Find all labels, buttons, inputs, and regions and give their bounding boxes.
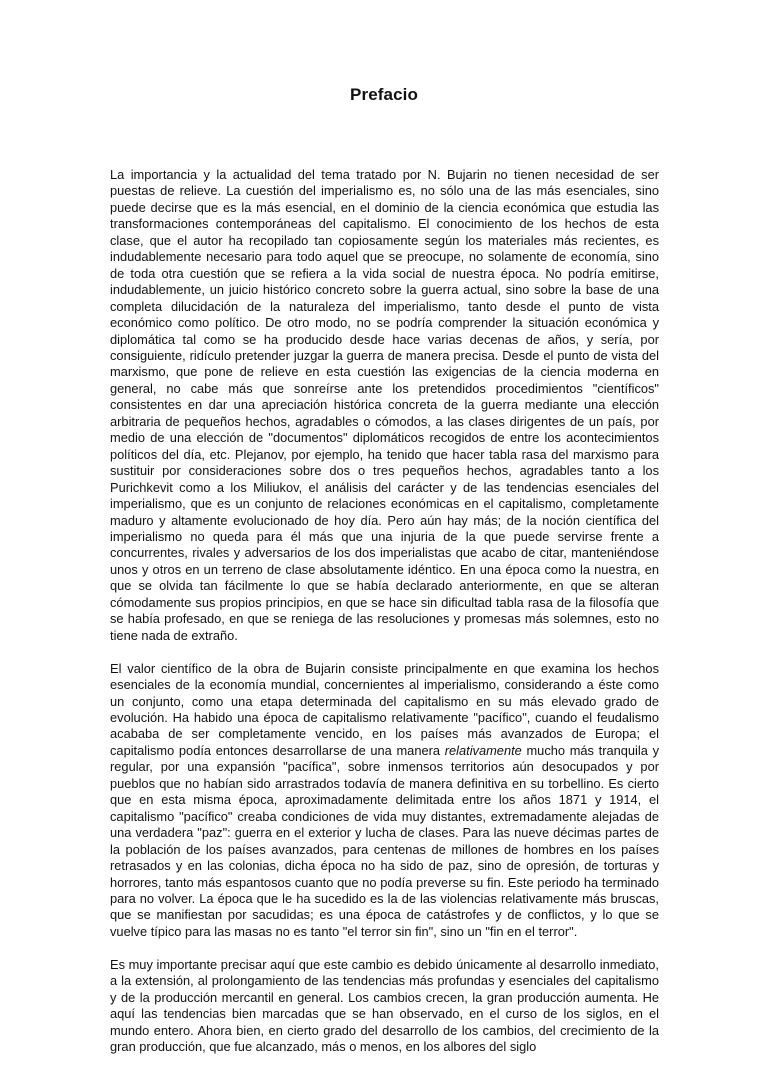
paragraph	[110, 957, 659, 1056]
paragraph	[110, 661, 659, 941]
paragraph-text: La importancia y la actualidad del tema tratado por N. Bujarin no tienen necesidad de ser puestas de relieve. La cuestión del imperialismo es, no sólo una de las más esenciales, sino puede decirse que es la más esencial, en el dominio de la ciencia económica que estudia las transformaciones contemporáneas del capitalismo. El conocimiento de los hechos de esta clase, que el autor ha recopilado tan copiosamente según los materiales más recientes, es indudablemente necesario para todo aquel que se preocupe, no solamente de economía, sino de toda otra cuestión que se refiera a la vida social de nuestra época. No podría emitirse, indudablemente, un juicio histórico concreto sobre la guerra actual, sino sobre la base de una completa dilucidación de la naturaleza del imperialismo, tanto desde el punto de vista económico como político. De otro modo, no se podría comprender la situación económica y diplomática tal como se ha producido desde hace varias decenas de años, y sería, por consiguiente, ridículo pretender juzgar la guerra de manera precisa. Desde el punto de vista del marxismo, que pone de relieve en esta cuestión las exigencias de la ciencia moderna en general, no cabe más que sonreírse ante los pretendidos procedimientos "científicos" consistentes en dar una apreciación histórica concreta de la guerra mediante una elección arbitraria de pequeños hechos, agradables o cómodos, a las clases dirigentes de un país, por medio de una elección de "documentos" diplomáticos recogidos de entre los acontecimientos políticos del día, etc. Plejanov, por ejemplo, ha tenido que hacer tabla rasa del marxismo para sustituir por consideraciones sobre dos o tres pequeños hechos, agradables tanto a los Purichkevit como a los Miliukov, el análisis del carácter y de las tendencias esenciales del imperialismo, que es un conjunto de relaciones económicas en el capitalismo, completamente maduro y altamente evolucionado de hoy día. Pero aún hay más; de la noción científica del imperialismo no queda para él más que una injuria de la que puede servirse frente a concurrentes, rivales y adversarios de los dos imperialistas que acabo de citar, manteniéndose unos y otros en un terreno de clase absolutamente idéntico. En una época como la nuestra, en que se olvida tan fácilmente lo que se había declarado anteriormente, en que se alteran cómodamente sus propios principios, en que se hace sin dificultad tabla rasa de la filosofía que se había profesado, en que se reniega de las resoluciones y promesas más solemnes, esto no tiene nada de extraño.	[110, 167, 659, 643]
paragraph-text: Es muy importante precisar aquí que este cambio es debido únicamente al desarrollo inmediato, a la extensión, al prolongamiento de las tendencias más profundas y esenciales del capitalismo y de la producción mercantil en general. Los cambios crecen, la gran producción aumenta. He aquí las tendencias bien marcadas que se han observado, en el curso de los siglos, en el mundo entero. Ahora bien, en cierto grado del desarrollo de los cambios, del crecimiento de la gran producción, que fue alcanzado, más o menos, en los albores del siglo	[110, 956, 659, 1055]
paragraph-text: mucho más tranquila y regular, por una expansión "pacífica", sobre inmensos territorios aún desocupados y por pueblos que no habían sido arrastrados todavía de manera definitiva en su torbellino. Es cierto que en esta misma época, aproximadamente delimitada entre los años 1871 y 1914, el capitalismo "pacífico" creaba condiciones de vida muy distantes, extremadamente alejadas de una verdadera "paz": guerra en el exterior y lucha de clases. Para las nueve décimas partes de la población de los países avanzados, para centenas de millones de hombres en los países retrasados y en las colonias, dicha época no ha sido de paz, sino de opresión, de torturas y horrores, tanto más espantosos cuanto que no podía preverse su fin. Este periodo ha terminado para no volver. La época que le ha sucedido es la de las violencias relativamente más bruscas, que se manifiestan por sacudidas; es una época de catástrofes y de conflictos, y lo que se vuelve típico para las masas no es tanto "el terror sin fin", sino un "fin en el terror".	[110, 742, 659, 939]
page-title: Prefacio	[350, 85, 418, 104]
paragraph	[110, 167, 659, 644]
emphasized-text: relativamente	[444, 742, 522, 758]
document-body	[110, 167, 659, 1072]
paragraph-text: El valor científico de la obra de Bujarin consiste principalmente en que examina los hechos esenciales de la economía mundial, concernientes al imperialismo, considerando a éste como un conjunto, como una etapa determinada del capitalismo en su más elevado grado de evolución. Ha habido una época de capitalismo relativamente "pacífico", cuando el feudalismo acababa de ser completamente vencido, en los países más avanzados de Europa; el capitalismo podía entonces desarrollarse de una manera	[110, 660, 659, 758]
